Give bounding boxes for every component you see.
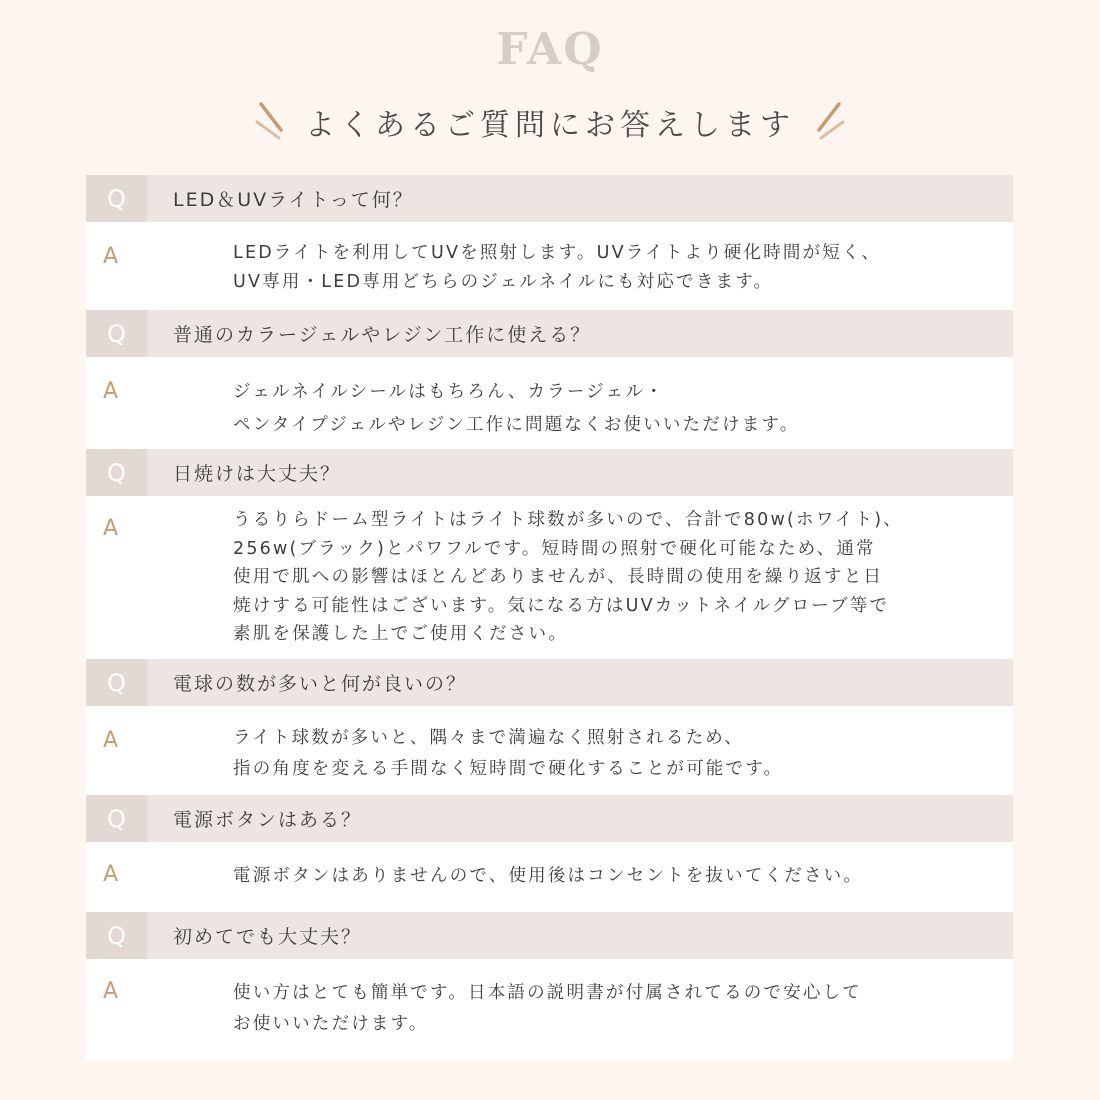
answer-row (86, 959, 1013, 1060)
answer-row (86, 842, 1013, 912)
q-label: Q (86, 912, 147, 959)
question-text: 電源ボタンはある？ (173, 809, 363, 831)
answer-row (86, 706, 1013, 795)
answer-line: LEDライトを利用してUVを照射します。UVライトより硬化時間が短く、 (233, 243, 882, 263)
answer-row (86, 357, 1013, 449)
question-row (86, 795, 1013, 842)
q-label: Q (86, 449, 147, 496)
answer-row (86, 496, 1013, 659)
answer-line: 使用で肌への影響はほとんどありませんが、長時間の使用を繰り返すと日 (233, 567, 884, 587)
left-accent-lines-icon (255, 100, 291, 144)
answer-line: お使いいただけます。 (233, 1014, 429, 1034)
a-label: A (103, 862, 119, 887)
question-row (86, 175, 1013, 222)
answer-line: UV専用・LED専用どちらのジェルネイルにも対応できます。 (233, 271, 774, 292)
question-row (86, 310, 1013, 357)
q-label: Q (86, 310, 147, 357)
answer-row (86, 222, 1013, 310)
question-row (86, 449, 1013, 496)
a-label: A (103, 244, 119, 269)
answer-line: ジェルネイルシールはもちろん、カラージェル・ (233, 382, 665, 402)
subtitle-row (0, 92, 1100, 152)
q-label: Q (86, 795, 147, 842)
q-label: Q (86, 175, 147, 222)
faq-title: FAQ (496, 24, 604, 75)
a-label: A (103, 516, 119, 541)
faq-subtitle: よくあるご質問にお答えします (305, 108, 795, 143)
question-text: LED＆UVライトって何？ (173, 189, 414, 211)
a-label: A (103, 728, 119, 753)
answer-line: 電源ボタンはありませんので、使用後はコンセントを抜いてください。 (233, 866, 864, 886)
answer-line: ペンタイプジェルやレジン工作に問題なくお使いいただけます。 (233, 415, 800, 435)
a-label: A (103, 979, 119, 1004)
answer-line: 使い方はとても簡単です。日本語の説明書が付属されてるので安心して (233, 983, 862, 1003)
answer-line: 焼けする可能性はございます。気になる方はUVカットネイルグローブ等で (233, 595, 890, 616)
answer-line: うるりらドーム型ライトはライト球数が多いので、合計で80w(ホワイト)、 (233, 510, 904, 530)
question-row (86, 659, 1013, 706)
question-text: 初めてでも大丈夫？ (173, 926, 363, 948)
answer-line: 素肌を保護した上でご使用ください。 (233, 624, 568, 644)
answer-line: ライト球数が多いと、隅々まで満遍なく照射されるため、 (233, 728, 744, 748)
a-label: A (103, 379, 119, 404)
answer-line: 256w(ブラック)とパワフルです。短時間の照射で硬化可能なため、通常 (233, 538, 876, 559)
question-text: 日焼けは大丈夫？ (173, 463, 342, 485)
q-label: Q (86, 659, 147, 706)
question-text: 電球の数が多いと何が良いの？ (173, 673, 468, 695)
answer-line: 指の角度を変える手間なく短時間で硬化することが可能です。 (233, 759, 784, 779)
right-accent-lines-icon (809, 100, 845, 144)
question-row (86, 912, 1013, 959)
question-text: 普通のカラージェルやレジン工作に使える？ (173, 324, 592, 346)
faq-list (86, 175, 1013, 1060)
